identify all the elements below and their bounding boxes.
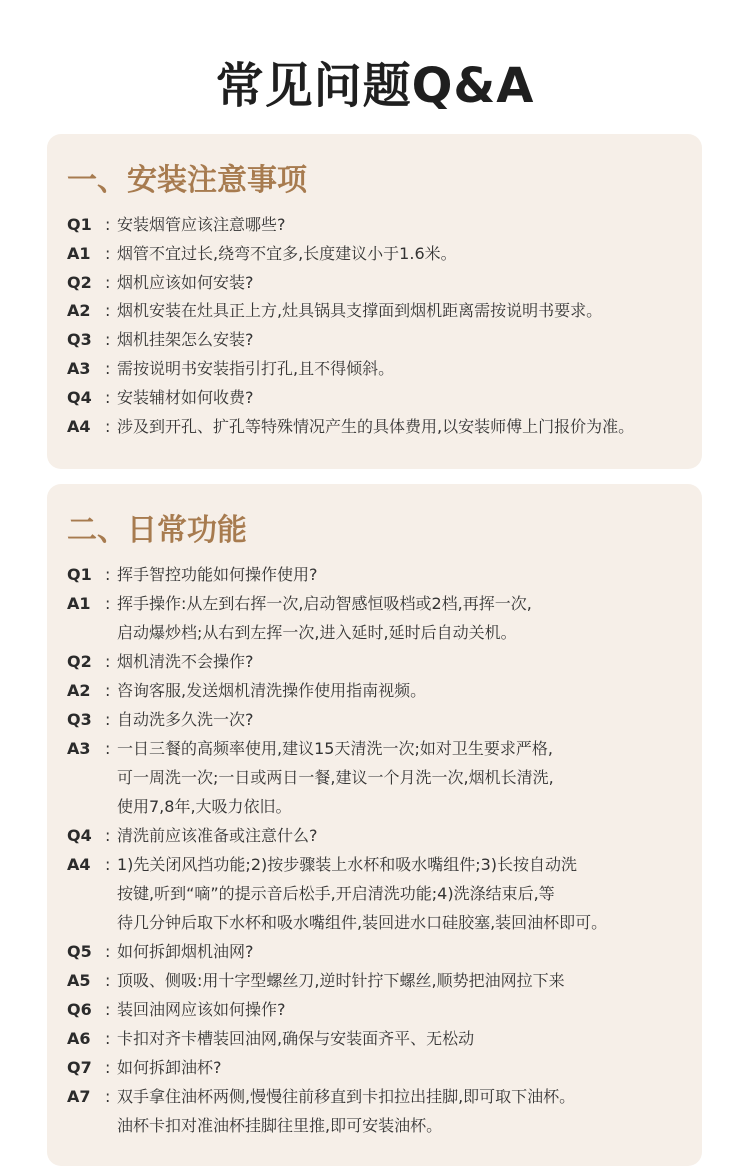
section-title: 二、日常功能 [67,513,247,548]
text-line: 需按说明书安装指引打孔,且不得倾斜。 [117,358,395,378]
answer-text [117,413,692,442]
label-separator: : [105,565,111,584]
label-separator: : [105,681,111,700]
answer-text [117,355,692,384]
text-line: 如何拆卸油杯? [117,1058,222,1077]
answer-label: A2 [67,301,91,321]
question-label: Q3 [67,710,92,729]
question-row [67,995,692,1024]
text-line: 烟机清洗不会操作? [117,652,254,671]
question-label: Q4 [67,387,92,407]
question-text [117,821,692,850]
question-label: Q2 [67,652,92,671]
answer-row [67,589,692,647]
answer-row [67,966,692,995]
page-title: 常见问题Q&A [215,58,535,115]
question-text [117,937,692,966]
question-label: Q2 [67,272,92,292]
question-text [117,1053,692,1082]
label-separator: : [105,1000,111,1019]
answer-label: A3 [67,739,91,758]
question-row [67,269,692,298]
question-row [67,705,692,734]
qa-list [67,560,692,1140]
question-row [67,821,692,850]
label-separator: : [105,330,111,350]
answer-text [117,589,692,647]
answer-label: A4 [67,855,91,874]
text-line: 涉及到开孔、扩孔等特殊情况产生的具体费用,以安装师傅上门报价为准。 [117,416,635,436]
answer-text [117,240,692,269]
answer-text [117,850,692,937]
answer-label: A1 [67,594,91,613]
text-line: 安装辅材如何收费? [117,387,254,407]
answer-label: A7 [67,1087,91,1106]
label-separator: : [105,416,111,436]
answer-label: A2 [67,681,91,700]
question-label: Q5 [67,942,92,961]
answer-row [67,850,692,937]
question-label: Q4 [67,826,92,845]
text-line: 启动爆炒档;从右到左挥一次,进入延时,延时后自动关机。 [117,623,517,642]
answer-label: A6 [67,1029,91,1048]
answer-row [67,297,692,326]
question-row [67,326,692,355]
answer-text [117,966,692,995]
answer-text [117,297,692,326]
question-row [67,211,692,240]
text-line: 清洗前应该准备或注意什么? [117,826,318,845]
question-text [117,269,692,298]
answer-row [67,676,692,705]
label-separator: : [105,855,111,874]
text-line: 自动洗多久洗一次? [117,710,254,729]
label-separator: : [105,942,111,961]
label-separator: : [105,1058,111,1077]
label-separator: : [105,215,111,234]
answer-label: A3 [67,358,91,378]
answer-text [117,1024,692,1053]
text-line: 使用7,8年,大吸力依旧。 [117,797,292,816]
label-separator: : [105,243,111,263]
label-separator: : [105,826,111,845]
label-separator: : [105,710,111,729]
label-separator: : [105,1087,111,1106]
question-label: Q1 [67,215,92,234]
label-separator: : [105,594,111,613]
answer-row [67,355,692,384]
answer-row [67,1024,692,1053]
text-line: 烟机应该如何安装? [117,272,254,292]
text-line: 挥手智控功能如何操作使用? [117,565,318,584]
section-installation [47,134,702,469]
question-label: Q6 [67,1000,92,1019]
text-line: 待几分钟后取下水杯和吸水嘴组件,装回进水口硅胶塞,装回油杯即可。 [117,913,608,932]
answer-text [117,1082,692,1140]
question-text [117,326,692,355]
qa-list [67,211,692,441]
label-separator: : [105,971,111,990]
question-label: Q1 [67,565,92,584]
question-row [67,647,692,676]
text-line: 可一周洗一次;一日或两日一餐,建议一个月洗一次,烟机长清洗, [117,768,554,787]
question-row [67,384,692,413]
text-line: 顶吸、侧吸:用十字型螺丝刀,逆时针拧下螺丝,顺势把油网拉下来 [117,971,565,990]
answer-row [67,240,692,269]
question-text [117,995,692,1024]
text-line: 如何拆卸烟机油网? [117,942,254,961]
answer-label: A5 [67,971,91,990]
answer-label: A4 [67,416,91,436]
text-line: 烟机安装在灶具正上方,灶具锅具支撑面到烟机距离需按说明书要求。 [117,301,603,321]
text-line: 安装烟管应该注意哪些? [117,215,286,234]
text-line: 烟管不宜过长,绕弯不宜多,长度建议小于1.6米。 [117,243,457,263]
label-separator: : [105,301,111,321]
label-separator: : [105,739,111,758]
label-separator: : [105,387,111,407]
text-line: 咨询客服,发送烟机清洗操作使用指南视频。 [117,681,427,700]
answer-row [67,413,692,442]
text-line: 挥手操作:从左到右挥一次,启动智感恒吸档或2档,再挥一次, [117,594,532,613]
question-label: Q3 [67,330,92,350]
answer-row [67,1082,692,1140]
question-row [67,937,692,966]
question-text [117,705,692,734]
label-separator: : [105,652,111,671]
question-text [117,560,692,589]
text-line: 烟机挂架怎么安装? [117,330,254,350]
text-line: 装回油网应该如何操作? [117,1000,286,1019]
answer-row [67,734,692,821]
section-title: 一、安装注意事项 [67,163,307,198]
answer-label: A1 [67,243,91,263]
text-line: 1)先关闭风挡功能;2)按步骤装上水杯和吸水嘴组件;3)长按自动洗 [117,855,578,874]
label-separator: : [105,1029,111,1048]
label-separator: : [105,358,111,378]
question-row [67,560,692,589]
text-line: 双手拿住油杯两侧,慢慢往前移直到卡扣拉出挂脚,即可取下油杯。 [117,1087,576,1106]
question-text [117,647,692,676]
question-row [67,1053,692,1082]
section-daily-functions [47,484,702,1166]
answer-text [117,734,692,821]
text-line: 油杯卡扣对准油杯挂脚往里推,即可安装油杯。 [117,1116,443,1135]
label-separator: : [105,272,111,292]
answer-text [117,676,692,705]
text-line: 一日三餐的高频率使用,建议15天清洗一次;如对卫生要求严格, [117,739,553,758]
question-text [117,211,692,240]
question-label: Q7 [67,1058,92,1077]
text-line: 卡扣对齐卡槽装回油网,确保与安装面齐平、无松动 [117,1029,475,1048]
question-text [117,384,692,413]
text-line: 按键,听到“嘀”的提示音后松手,开启清洗功能;4)洗涤结束后,等 [117,884,555,903]
